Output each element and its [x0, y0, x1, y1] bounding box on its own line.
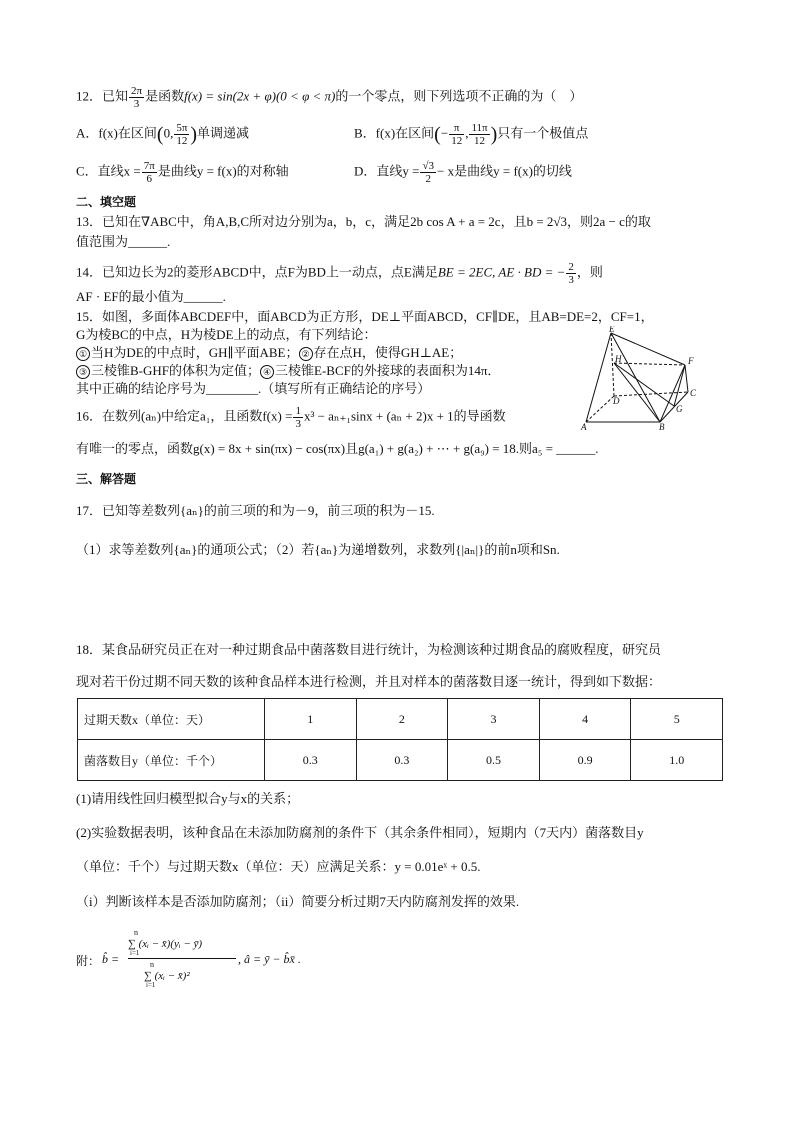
q12-stem-mid: 是函数: [145, 88, 185, 104]
q12-optc-fd: 6: [146, 173, 153, 185]
q18-part1: (1)请用线性回归模型拟合y与x的关系；: [76, 791, 300, 806]
formula-prefix: 附：: [76, 954, 101, 968]
q12-optb-frac1: [449, 122, 464, 147]
vertex-label-e: E: [609, 326, 615, 334]
q12-optb-f1d: 12: [451, 135, 463, 147]
regression-formula: [76, 928, 376, 992]
q12-opta-frac: [174, 122, 189, 147]
formula-b-hat: b̂ =: [102, 952, 120, 966]
table-cell: 0.9: [539, 740, 631, 781]
section-solutions-heading: 三、解答题: [76, 472, 137, 486]
q15-marker-1: ①: [76, 347, 90, 361]
q13-line2: 值范围为______.: [76, 234, 171, 249]
q15-line1: 15．如图，多面体ABCDEF中，面ABCD为正方形，DE⊥平面ABCD，CF∥DE，且AB=DE=2，CF=1，: [76, 309, 654, 324]
q17-line1: 17．已知等差数列{aₙ}的前三项的和为－9，前三项的积为－15.: [76, 503, 435, 518]
table-cell: 1.0: [631, 740, 723, 781]
q12-optd-frac: [420, 160, 436, 185]
vertex-label-g: G: [676, 404, 683, 414]
sum-bot-num: i=1: [130, 949, 140, 957]
q16-fraction: [293, 405, 303, 430]
vertex-label-c: C: [690, 388, 697, 398]
q15-marker-2: ②: [299, 347, 313, 361]
table-row: [78, 699, 723, 740]
row-label-days: 过期天数x（单位：天）: [78, 699, 265, 740]
q12-option-d: [354, 160, 572, 185]
formula-den: ∑ (xᵢ − x̄)²: [144, 970, 190, 982]
q15-marker-3: ③: [76, 365, 90, 379]
q18-part2: (2)实验数据表明，该种食品在未添加防腐剂的条件下（其余条件相同），短期内（7天内）菌落数目y: [76, 825, 644, 840]
table-row: [78, 740, 723, 781]
q16-line2: 有唯一的零点，函数g(x) = 8x + sin(πx) − cos(πx)且g(a₁) + g(a₂) + ⋯ + g(a₉) = 18.则a₅ = ______.: [76, 441, 599, 456]
q12-optd-suffix: − x是曲线y = f(x)的切线: [437, 163, 572, 179]
sum-bot-den: i=1: [146, 981, 156, 989]
q15-claim-3: 三棱锥B-GHF的体积为定值；: [91, 363, 261, 378]
sum-top-num: n: [134, 928, 138, 937]
q12-stem-prefix: 12．已知: [76, 88, 129, 104]
q12-stem: [76, 85, 582, 110]
q14-vector-expr: BE = 2EC, AE · BD = −: [437, 264, 566, 280]
polyhedron-figure: [578, 326, 704, 430]
q17-line2: （1）求等差数列{aₙ}的通项公式；（2）若{aₙ}为递增数列，求数列{|aₙ|}的前n项和Sn.: [76, 542, 560, 557]
q12-optd-fn: √3: [422, 160, 435, 172]
vertex-label-a: A: [581, 422, 587, 430]
q18-line2: 现对若干份过期不同天数的该种食品样本进行检测，并且对样本的菌落数目逐一统计，得到如下数据：: [76, 674, 662, 689]
q12-opta-frac-den: 12: [176, 135, 188, 147]
q12-optd-text: D．直线y =: [354, 163, 420, 179]
formula-fraction: [128, 928, 236, 989]
q15-claim-4: 三棱锥E-BCF的外接球的表面积为14π．: [275, 363, 501, 378]
q14-line2: AF · EF的最小值为______.: [76, 289, 226, 304]
q12-option-b: B．f(x)在区间(− $\frac{\pi}{12}$ , $\frac{11\pi}{12}$ )只有一个极值点: [354, 122, 589, 147]
q13-line1: 13．已知在∇ABC中，角A,B,C所对边分别为a，b，c，满足2b cos A + a = 2c，且b = 2√3，则2a − c的取: [76, 214, 651, 229]
formula-num: ∑ (xᵢ − x̄)(yᵢ − ȳ): [128, 938, 203, 950]
q12-optd-fd: 2: [425, 173, 431, 185]
q15-line2: G为棱BC的中点，H为棱DE上的动点，有下列结论：: [76, 327, 377, 342]
table-cell: 2: [356, 699, 448, 740]
table-cell: 0.3: [356, 740, 448, 781]
table-cell: 5: [631, 699, 723, 740]
q12-optc-frac: [142, 160, 157, 185]
formula-a-hat: , â = ȳ − b̂x̄ .: [238, 952, 301, 966]
q12-optc-fn: 7π: [143, 160, 155, 172]
q14-text-a: 14．已知边长为2的菱形ABCD中，点F为BD上一动点，点E满足: [76, 264, 438, 280]
vertex-label-d: D: [613, 396, 620, 406]
q14-fraction: [566, 261, 576, 286]
q12-optc-suffix: 是曲线y = f(x)的对称轴: [157, 163, 289, 179]
q15-line3: [76, 344, 462, 362]
q12-opta-text: A．f(x)在区间: [76, 125, 157, 141]
q16-frac-num: 1: [295, 405, 301, 417]
q12-optc-text: C．直线x =: [76, 163, 141, 179]
table-cell: 0.5: [448, 740, 540, 781]
vertex-label-b: B: [659, 422, 665, 430]
q15-claim-1: 当H为DE的中点时，GH∥平面ABE；: [91, 345, 299, 360]
q16-frac-den: 3: [295, 418, 301, 430]
q16-text-b: x³ − aₙ₊₁sinx + (aₙ + 2)x + 1的导函数: [303, 408, 506, 424]
q12-optb-f2d: 12: [474, 135, 486, 147]
q16-text-a: 16．在数列(aₙ)中给定a₁，且函数f(x) =: [76, 408, 293, 424]
q18-line1: 18．某食品研究员正在对一种过期食品中菌落数目进行统计，为检测该种过期食品的腐败程度，研究员: [76, 642, 662, 657]
q12-frac-num: 2π: [131, 85, 143, 97]
q12-opta-frac-num: 5π: [176, 122, 188, 134]
q12-frac-den: 3: [133, 98, 140, 110]
q18-subparts: （i）判断该样本是否添加防腐剂；（ii）简要分析过期7天内防腐剂发挥的效果.: [76, 894, 520, 909]
q12-fraction: [129, 85, 144, 110]
table-cell: 0.3: [265, 740, 357, 781]
q12-optb-suffix: 只有一个极值点: [497, 125, 589, 141]
q15-line4: [76, 362, 500, 380]
q14-frac-den: 3: [568, 274, 574, 286]
q12-optb-text: B．f(x)在区间: [354, 125, 435, 141]
q12-option-c: [76, 160, 289, 185]
q12-opta-left: 0,: [163, 125, 174, 141]
formula-numerator: [128, 928, 236, 956]
data-table: [77, 698, 723, 781]
q12-optb-frac2: [469, 122, 489, 147]
q12-opta-suffix: 单调递减: [197, 125, 250, 141]
sum-top-den: n: [150, 960, 154, 969]
q12-function: f(x) = sin(2x + φ)(0 < φ < π): [184, 88, 336, 104]
q14-text-c: ，则: [576, 264, 603, 280]
table-cell: 4: [539, 699, 631, 740]
q14-frac-num: 2: [568, 261, 574, 273]
section-fill-blank-heading: 二、填空题: [76, 195, 137, 209]
q14-line1: [76, 261, 603, 286]
formula-denominator: [128, 959, 236, 989]
q18-part2-cont: （单位：千个）与过期天数x（单位：天）应满足关系：y = 0.01eˣ + 0.5.: [76, 859, 481, 874]
table-cell: 3: [448, 699, 540, 740]
q12-optb-f1n: π: [449, 122, 464, 135]
q15-line5: 其中正确的结论序号为________.（填写所有正确结论的序号）: [76, 381, 431, 396]
q12-stem-suffix: 的一个零点，则下列选项不正确的为（ ）: [335, 88, 583, 104]
q12-optb-f2n: 11π: [471, 122, 488, 134]
q16-line1: [76, 405, 506, 430]
vertex-label-f: F: [688, 356, 694, 366]
q12-option-a: A．f(x)在区间(0, $\frac{5\pi}{12}$ )单调递减: [76, 122, 250, 147]
row-label-colonies: 菌落数目y（单位：千个）: [78, 740, 265, 781]
table-cell: 1: [265, 699, 357, 740]
vertex-label-h: H: [615, 354, 622, 364]
q15-marker-4: ④: [260, 365, 274, 379]
q15-claim-2: 存在点H，使得GH⊥AE；: [313, 345, 463, 360]
